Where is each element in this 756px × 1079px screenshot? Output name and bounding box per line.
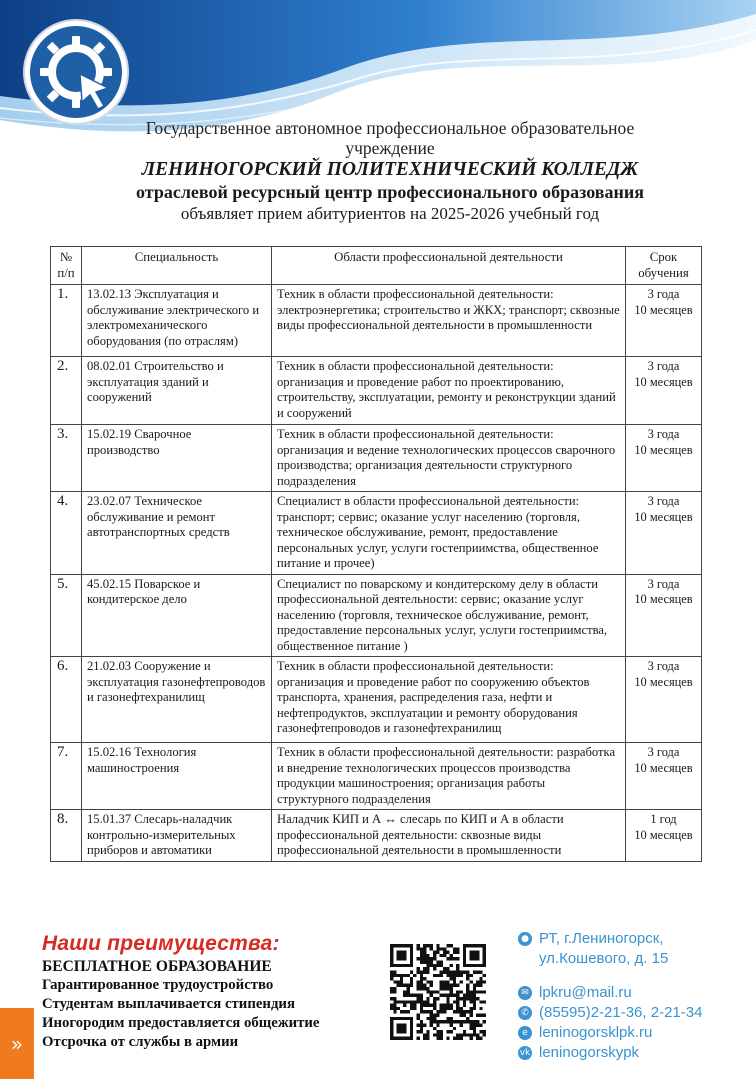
phone-number[interactable]: (85595)2-21-36, 2-21-34 — [539, 1004, 703, 1021]
advantages-block — [42, 932, 382, 1052]
specialty-cell: 15.01.37 Слесарь-наладчик контрольно-измерительных приборов и автоматики — [82, 810, 272, 862]
phone-row[interactable] — [518, 1003, 750, 1023]
table-row — [51, 743, 702, 810]
address-row — [518, 929, 750, 949]
specialty-cell: 23.02.07 Техническое обслуживание и ремонт автотранспортных средств — [82, 492, 272, 575]
term-years: 3 года — [647, 427, 680, 441]
term-months: 10 месяцев — [634, 442, 693, 457]
specialty-cell: 13.02.13 Эксплуатация и обслуживание электрического и электромеханического оборудования (по отраслям) — [82, 285, 272, 357]
address-row-2 — [518, 949, 750, 969]
globe-icon: e — [518, 1026, 532, 1040]
specialty-cell: 08.02.01 Строительство и эксплуатация зданий и сооружений — [82, 357, 272, 425]
vk-icon: vk — [519, 1048, 531, 1058]
contacts-block — [518, 929, 750, 1063]
location-pin-icon: ● — [518, 932, 532, 946]
table-row — [51, 810, 702, 862]
term-years: 1 год — [650, 812, 677, 826]
areas-cell: Техник в области профессиональной деятельности: разработка и внедрение технологических процессов производства продукции машиностроения; организация работы структурного подразделения — [272, 743, 626, 810]
areas-cell: Наладчик КИП и А ↔ слесарь по КИП и А в области профессиональной деятельности: сквозные виды профессиональной деятельности в промышленности — [272, 810, 626, 862]
row-number: 5. — [51, 574, 82, 657]
table-header-row — [51, 247, 702, 285]
specialties-table — [50, 246, 702, 862]
term-months: 10 месяцев — [634, 509, 693, 524]
term-cell — [626, 657, 702, 743]
row-number: 3. — [51, 425, 82, 492]
column-header-specialty: Специальность — [82, 247, 272, 285]
term-years: 3 года — [647, 659, 680, 673]
address-line1: РТ, г.Лениногорск, — [539, 930, 664, 947]
term-months: 10 месяцев — [634, 374, 693, 389]
column-header-num: № п/п — [51, 247, 82, 285]
row-number: 6. — [51, 657, 82, 743]
column-header-term: Срок обучения — [626, 247, 702, 285]
row-number: 4. — [51, 492, 82, 575]
row-number: 7. — [51, 743, 82, 810]
term-months: 10 месяцев — [634, 302, 693, 317]
qr-code[interactable] — [390, 944, 486, 1040]
row-number: 2. — [51, 357, 82, 425]
organization-type-line2: учреждение — [345, 138, 435, 158]
specialty-cell: 15.02.16 Технология машиностроения — [82, 743, 272, 810]
term-months: 10 месяцев — [634, 827, 693, 842]
table-row — [51, 574, 702, 657]
table-row — [51, 285, 702, 357]
term-years: 3 года — [647, 359, 680, 373]
email-link[interactable]: lpkru@mail.ru — [539, 984, 632, 1001]
term-cell — [626, 574, 702, 657]
row-number: 1. — [51, 285, 82, 357]
term-months: 10 месяцев — [634, 760, 693, 775]
vk-row[interactable] — [518, 1043, 750, 1063]
term-years: 3 года — [647, 287, 680, 301]
website-link[interactable]: leninogorsklpk.ru — [539, 1024, 653, 1041]
college-name: ЛЕНИНОГОРСКИЙ ПОЛИТЕХНИЧЕСКИЙ КОЛЛЕДЖ — [141, 159, 639, 180]
specialty-cell: 45.02.15 Поварское и кондитерское дело — [82, 574, 272, 657]
term-cell — [626, 810, 702, 862]
header-block — [60, 118, 720, 225]
table-row — [51, 492, 702, 575]
address-line2: ул.Кошевого, д. 15 — [539, 950, 669, 967]
phone-icon: ✆ — [518, 1006, 532, 1020]
organization-type: Государственное автономное профессиональное образовательное — [145, 118, 635, 138]
table-row — [51, 657, 702, 743]
term-cell — [626, 743, 702, 810]
term-cell — [626, 357, 702, 425]
areas-cell: Техник в области профессиональной деятельности: организация и проведение работ по проектированию, строительству, эксплуатации, ремонту и реконструкции зданий и сооружений — [272, 357, 626, 425]
term-cell — [626, 425, 702, 492]
table-row — [51, 425, 702, 492]
term-months: 10 месяцев — [634, 674, 693, 689]
row-number: 8. — [51, 810, 82, 862]
resource-center: отраслевой ресурсный центр профессионального образования — [136, 182, 644, 202]
advantage-item: Студентам выплачивается стипендия — [42, 996, 295, 1012]
term-years: 3 года — [647, 576, 680, 591]
areas-cell: Техник в области профессиональной деятельности: организация и проведение работ по сооружению объектов транспорта, хранения, распределения газа, нефти и нефтепродуктов, эксплуатации и ремонту оборудования газонефтепроводов и газонефтехранилищ — [272, 657, 626, 743]
specialty-cell: 15.02.19 Сварочное производство — [82, 425, 272, 492]
advantage-item: Отсрочка от службы в армии — [42, 1034, 239, 1050]
website-row[interactable] — [518, 1023, 750, 1043]
areas-cell: Специалист по поварскому и кондитерскому делу в области профессиональной деятельности: сервис; оказание услуг населению (торговля, техническое обслуживание, ремонт, предоставление персональных услуг, услуги гостеприимства, общественное питание ) — [272, 574, 626, 657]
double-chevron-right-icon[interactable]: » — [0, 1008, 34, 1079]
vk-link[interactable]: leninogorskypk — [539, 1044, 640, 1061]
term-months: 10 месяцев — [634, 592, 693, 606]
advantage-item: Иногородим предоставляется общежитие — [42, 1015, 320, 1031]
areas-cell: Специалист в области профессиональной деятельности: транспорт; сервис; оказание услуг населению (торговля, техническое обслуживание, ремонт, предоставление персональных услуг, услуги гостеприимства, общественное питание и прочее) — [272, 492, 626, 575]
envelope-icon: ✉ — [518, 986, 532, 1000]
advantage-item: Гарантированное трудоустройство — [42, 977, 274, 993]
term-cell — [626, 285, 702, 357]
admission-announcement: объявляет прием абитуриентов на 2025-2026 учебный год — [180, 204, 600, 223]
areas-cell: Техник в области профессиональной деятельности: организация и ведение технологических процессов сварочного производства; организация деятельности структурного подразделения — [272, 425, 626, 492]
column-header-areas: Области профессиональной деятельности — [272, 247, 626, 285]
advantages-title: Наши преимущества: — [42, 932, 280, 955]
term-years: 3 года — [647, 745, 680, 759]
email-row[interactable] — [518, 983, 750, 1003]
areas-cell: Техник в области профессиональной деятельности: электроэнергетика; строительство и ЖКХ; транспорт; сквозные виды профессиональной деятельности в промышленности — [272, 285, 626, 357]
term-years: 3 года — [647, 494, 680, 508]
specialty-cell: 21.02.03 Сооружение и эксплуатация газонефтепроводов и газонефтехранилищ — [82, 657, 272, 743]
gear-cursor-logo-icon — [22, 18, 130, 126]
table-row — [51, 357, 702, 425]
term-cell — [626, 492, 702, 575]
advantage-item: БЕСПЛАТНОЕ ОБРАЗОВАНИЕ — [42, 958, 272, 975]
